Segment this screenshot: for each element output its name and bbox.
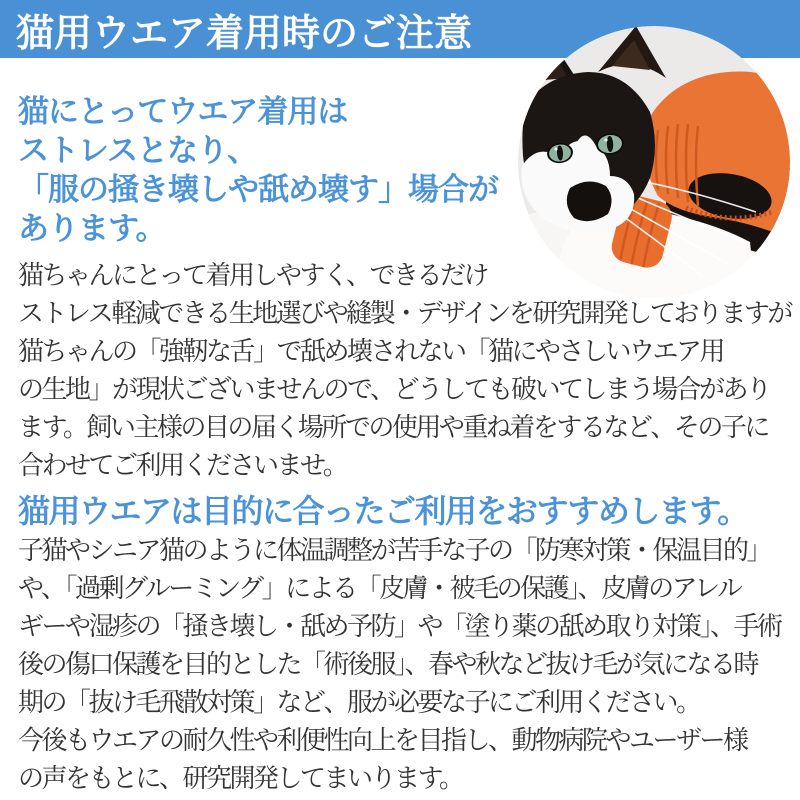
text-line: ます。飼い主様の目の届く場所での使用や重ね着をするなど、その子に (18, 412, 768, 442)
text-line: 今後もウエアの耐久性や利便性向上を目指し、動物病院やユーザー様 (18, 725, 747, 755)
intro-heading (18, 92, 498, 248)
text-line: 合わせてご利用くださいませ。 (18, 450, 347, 480)
cat-chin-patch (567, 181, 612, 221)
recommend-paragraph (18, 531, 781, 797)
intro-heading-line: 猫にとってウエア着用は (18, 94, 348, 129)
intro-heading-line: 「服の掻き壊しや舐め壊す」場合が (18, 172, 498, 207)
text-line: ギーや湿疹の「掻き壊し・舐め予防」や「塗り薬の舐め取り対策」、手術 (18, 611, 781, 641)
text-line: や、「過剰グルーミング」による「皮膚・被毛の保護」、皮膚のアレル (18, 573, 741, 603)
banner-title: 猫用ウエア着用時のご注意 (16, 12, 473, 55)
intro-heading-line: あります。 (18, 211, 166, 246)
text-line: 猫ちゃんの「強靭な舌」で舐め壊されない「猫にやさしいウエア用 (18, 336, 724, 366)
recommend-heading: 猫用ウエアは目的に合ったご利用をおすすめします。 (18, 493, 748, 529)
text-line: の生地」が現状ございませんので、どうしても破いてしまう場合があり (18, 374, 770, 404)
text-line: 後の傷口保護を目的とした「術後服」、春や秋など抜け毛が気になる時 (18, 649, 758, 679)
text-line: 子猫やシニア猫のように体温調整が苦手な子の「防寒対策・保温目的」 (18, 535, 771, 565)
text-line: の声をもとに、研究開発してまいります。 (18, 763, 463, 793)
text-line: 猫ちゃんにとって着用しやすく、できるだけ (18, 260, 487, 290)
text-line: ストレス軽減できる生地選びや縫製・デザインを研究開発しておりますが (18, 298, 791, 328)
intro-paragraph (18, 256, 791, 484)
intro-heading-line: ストレスとなり、 (18, 133, 258, 168)
text-line: 期の「抜け毛飛散対策」など、服が必要な子にご利用ください。 (18, 687, 700, 717)
